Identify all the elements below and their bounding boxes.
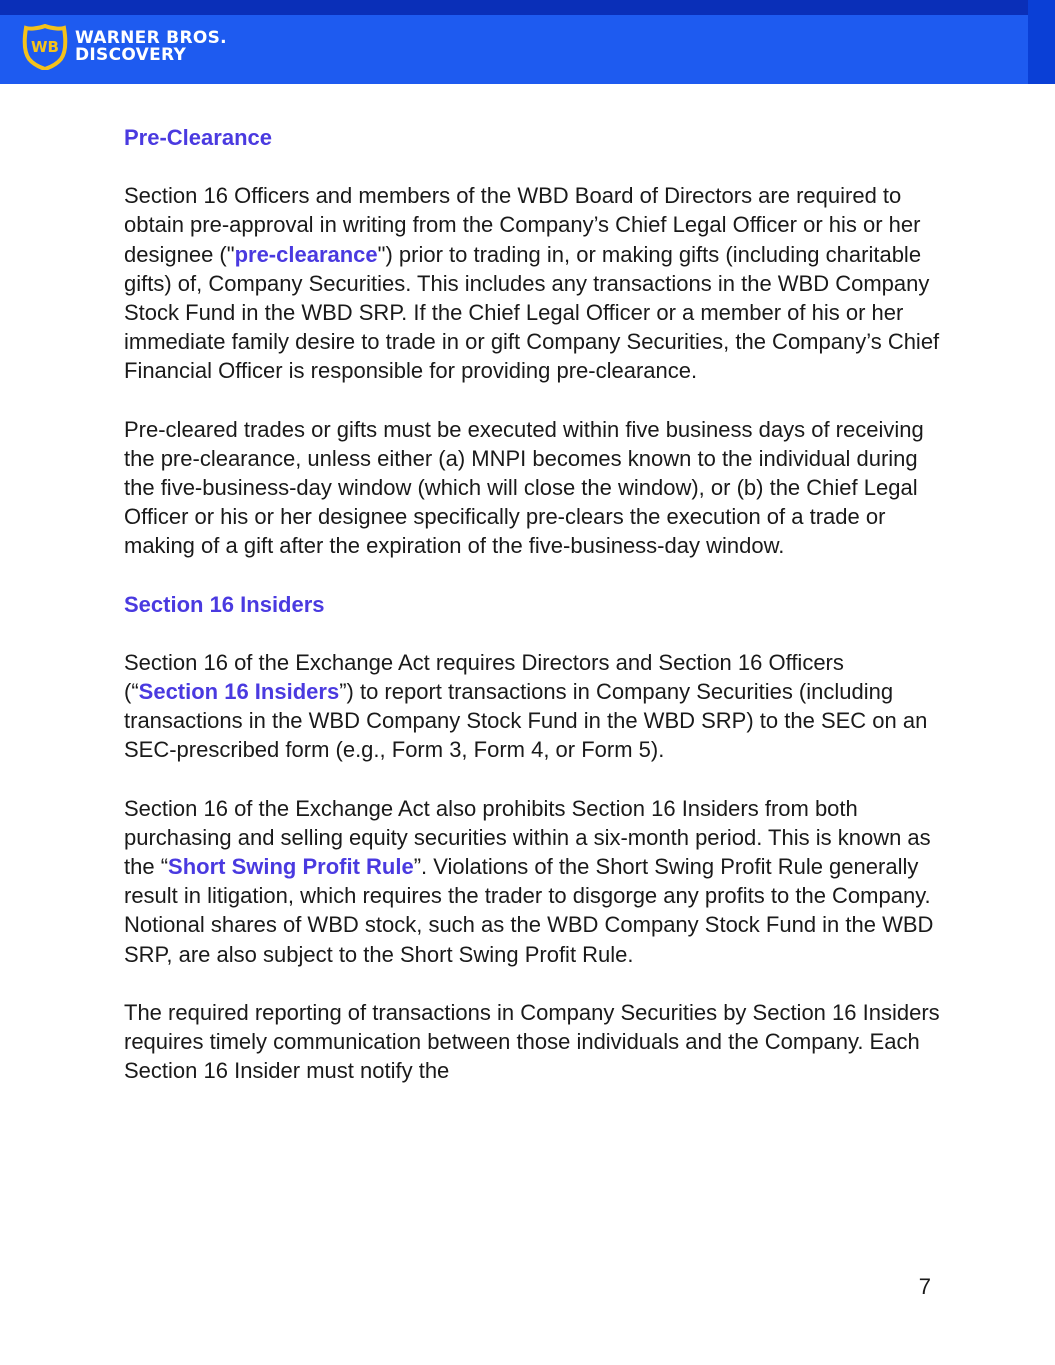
wb-shield-icon bbox=[22, 24, 68, 70]
paragraph-section16-1 bbox=[124, 648, 944, 765]
heading-section-16-insiders: Section 16 Insiders bbox=[124, 591, 325, 617]
text-segment: ”. Violations of the Short Swing Profit Rule generally result in litigation, which requires the trader to disgorge any profits to the Company. Notional shares of WBD stock, such as the WBD Company Stock Fund in the WBD SRP, are also subject to the Short Swing Profit Rule. bbox=[124, 854, 934, 967]
brand-line-2: DISCOVERY bbox=[75, 45, 187, 65]
text-segment: ") prior to trading in, or making gifts (including charitable gifts) of, Company Securities. This includes any transactions in the WBD Company Stock Fund in the WBD SRP. If the Chief Legal Officer or a member of his or her immediate family desire to trade in or gift Company Securities, the Company’s Chief Financial Officer is responsible for providing pre-clearance. bbox=[124, 241, 940, 384]
logo-letters: WB bbox=[31, 38, 59, 56]
paragraph-pre-clearance-1 bbox=[124, 181, 944, 385]
paragraph-section16-2 bbox=[124, 794, 944, 969]
brand-line-1: WARNER BROS. bbox=[75, 28, 227, 48]
text-segment: ”) to report transactions in Company Securities (including transactions in the WBD Company Stock Fund in the WBD SRP) to the SEC on an SEC-prescribed form (e.g., Form 3, Form 4, or Form 5). bbox=[124, 679, 928, 763]
header-bar-edge bbox=[1028, 0, 1055, 84]
document-body bbox=[124, 123, 944, 1114]
defined-term-short-swing-profit-rule: Short Swing Profit Rule bbox=[168, 854, 414, 880]
page-number: 7 bbox=[918, 1274, 931, 1299]
defined-term-pre-clearance: pre-clearance bbox=[234, 241, 378, 267]
brand-logo bbox=[22, 24, 227, 70]
paragraph-pre-clearance-2: Pre-cleared trades or gifts must be executed within five business days of receiving the pre-clearance, unless either (a) MNPI becomes known to the individual during the five-business-day window (which will close the window), or (b) the Chief Legal Officer or his or her designee specifically pre-clears the execution of a trade or making of a gift after the expiration of the five-business-day window. bbox=[124, 416, 924, 559]
defined-term-section-16-insiders: Section 16 Insiders bbox=[138, 679, 340, 705]
paragraph-section16-3: The required reporting of transactions in Company Securities by Section 16 Insiders requires timely communication between those individuals and the Company. Each Section 16 Insider must notify the bbox=[124, 999, 940, 1084]
heading-pre-clearance: Pre-Clearance bbox=[124, 125, 272, 150]
brand-wordmark bbox=[75, 30, 227, 64]
text-segment: Section 16 Officers and members of the WBD Board of Directors are required to obtain pre-approval in writing from the Company’s Chief Legal Officer or his or her designee (" bbox=[124, 183, 921, 267]
text-segment: Section 16 of the Exchange Act requires Directors and Section 16 Officers (“ bbox=[124, 649, 844, 705]
text-segment: Section 16 of the Exchange Act also prohibits Section 16 Insiders from both purchasing and selling equity securities within a six-month period. This is known as the “ bbox=[124, 795, 931, 880]
